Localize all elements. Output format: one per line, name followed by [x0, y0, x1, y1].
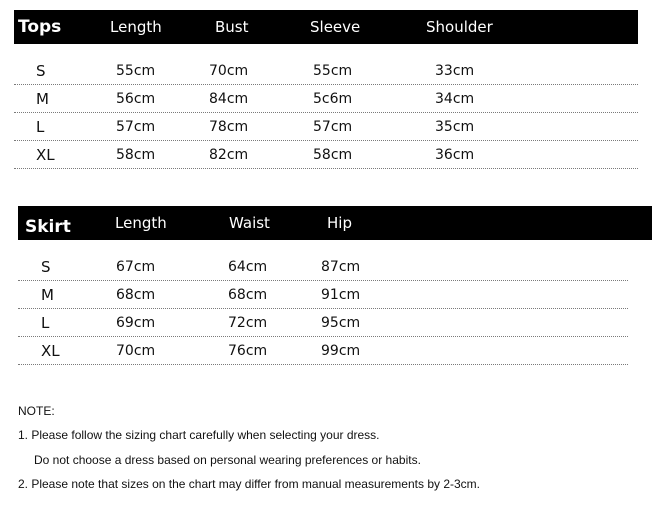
- skirt-row-s: [18, 252, 628, 281]
- tops-bust-value: 82cm: [209, 147, 249, 163]
- tops-sleeve-value: 55cm: [313, 63, 353, 79]
- tops-header-row: [14, 10, 638, 44]
- notes-title: NOTE:: [18, 404, 55, 418]
- skirt-waist-value: 64cm: [228, 259, 268, 275]
- skirt-size-label: S: [41, 258, 51, 276]
- skirt-size-label: XL: [41, 342, 60, 360]
- tops-row-s: [14, 56, 638, 85]
- tops-header-sleeve: Sleeve: [310, 18, 361, 36]
- tops-header-shoulder: Shoulder: [426, 18, 493, 36]
- tops-sleeve-value: 57cm: [313, 119, 353, 135]
- skirt-row-xl: [18, 336, 628, 365]
- tops-bust-value: 84cm: [209, 91, 249, 107]
- note-line-3: 2. Please note that sizes on the chart may differ from manual measurements by 2-3cm.: [18, 477, 480, 491]
- skirt-hip-value: 91cm: [321, 287, 361, 303]
- tops-length-value: 57cm: [116, 119, 156, 135]
- tops-bust-value: 70cm: [209, 63, 249, 79]
- tops-size-label: S: [36, 62, 46, 80]
- skirt-header-category: Skirt: [25, 217, 71, 237]
- note-line-1: 1. Please follow the sizing chart carefully when selecting your dress.: [18, 428, 380, 442]
- tops-sleeve-value: 58cm: [313, 147, 353, 163]
- note-line-2: Do not choose a dress based on personal wearing preferences or habits.: [34, 453, 421, 467]
- tops-sleeve-value: 5c6m: [313, 91, 353, 107]
- tops-size-label: M: [36, 90, 49, 108]
- tops-size-label: L: [36, 118, 45, 136]
- tops-row-l: [14, 112, 638, 141]
- skirt-waist-value: 76cm: [228, 343, 268, 359]
- skirt-hip-value: 99cm: [321, 343, 361, 359]
- skirt-size-table: [18, 206, 652, 366]
- tops-shoulder-value: 34cm: [435, 91, 475, 107]
- tops-header-length: Length: [110, 18, 162, 36]
- tops-row-m: [14, 84, 638, 113]
- tops-header-category: Tops: [18, 17, 62, 37]
- skirt-size-label: M: [41, 286, 54, 304]
- tops-length-value: 58cm: [116, 147, 156, 163]
- skirt-row-m: [18, 280, 628, 309]
- tops-size-label: XL: [36, 146, 55, 164]
- skirt-row-l: [18, 308, 628, 337]
- tops-bust-value: 78cm: [209, 119, 249, 135]
- tops-header-bust: Bust: [215, 18, 249, 36]
- tops-row-xl: [14, 140, 638, 169]
- skirt-header-length: Length: [115, 214, 167, 232]
- skirt-waist-value: 72cm: [228, 315, 268, 331]
- skirt-size-label: L: [41, 314, 50, 332]
- skirt-header-waist: Waist: [229, 214, 270, 232]
- skirt-length-value: 67cm: [116, 259, 156, 275]
- skirt-waist-value: 68cm: [228, 287, 268, 303]
- skirt-length-value: 68cm: [116, 287, 156, 303]
- skirt-hip-value: 95cm: [321, 315, 361, 331]
- skirt-hip-value: 87cm: [321, 259, 361, 275]
- skirt-length-value: 69cm: [116, 315, 156, 331]
- tops-length-value: 55cm: [116, 63, 156, 79]
- tops-shoulder-value: 35cm: [435, 119, 475, 135]
- skirt-header-hip: Hip: [327, 214, 352, 232]
- tops-shoulder-value: 33cm: [435, 63, 475, 79]
- tops-length-value: 56cm: [116, 91, 156, 107]
- skirt-length-value: 70cm: [116, 343, 156, 359]
- tops-size-table: [14, 10, 638, 162]
- tops-shoulder-value: 36cm: [435, 147, 475, 163]
- skirt-header-row: [18, 206, 652, 240]
